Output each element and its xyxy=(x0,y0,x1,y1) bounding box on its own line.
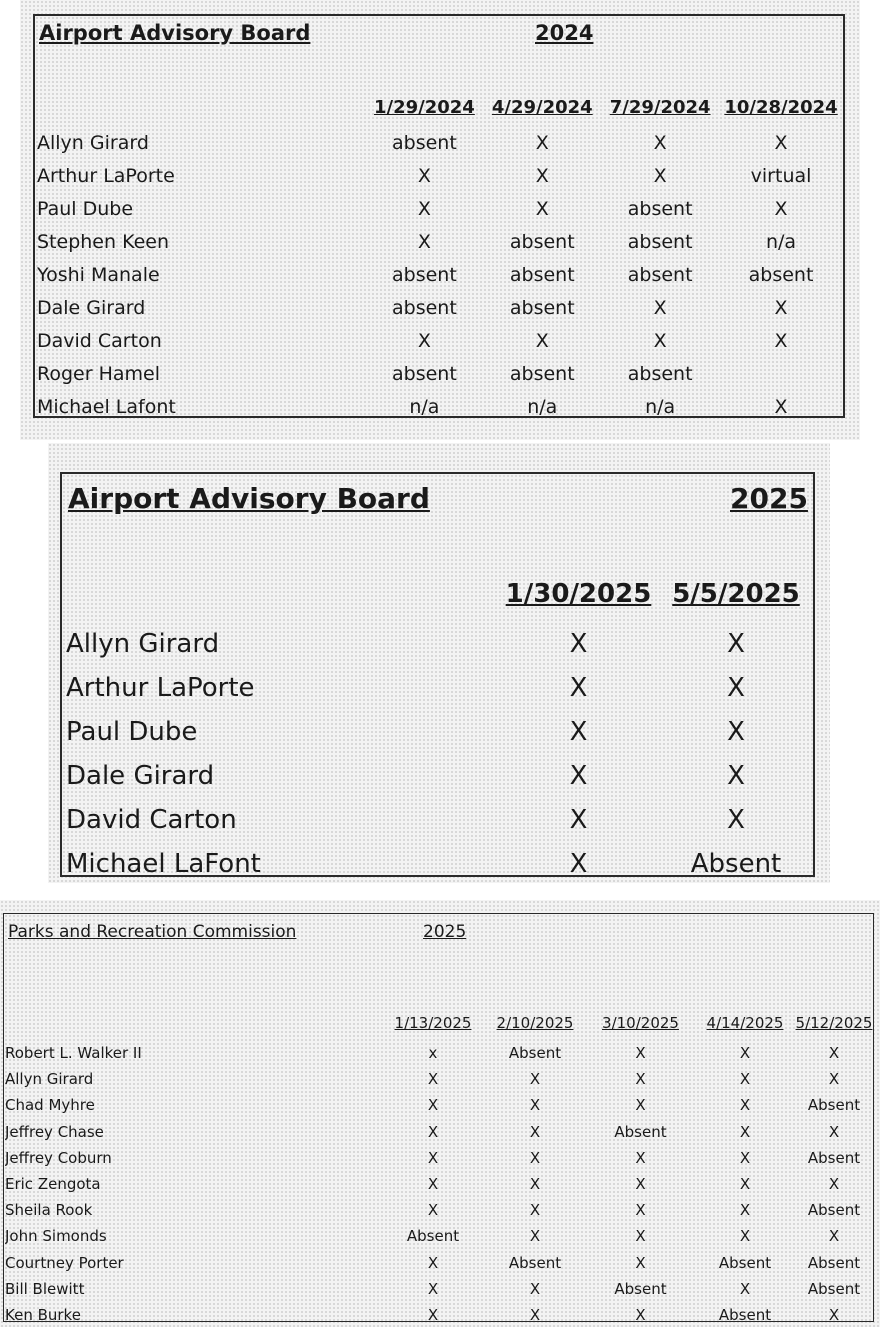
attendance-cell: X xyxy=(774,131,788,154)
attendance-grid xyxy=(66,566,811,886)
member-name: Allyn Girard xyxy=(5,1070,94,1089)
attendance-cell: Absent xyxy=(690,849,782,879)
attendance-cell: X xyxy=(828,1175,840,1194)
attendance-cell: X xyxy=(417,230,431,253)
attendance-cell: X xyxy=(427,1253,439,1272)
attendance-cell: X xyxy=(535,329,549,352)
attendance-cell: absent xyxy=(392,296,457,319)
attendance-cell: absent xyxy=(748,263,814,286)
attendance-cell: X xyxy=(529,1096,541,1115)
attendance-cell: X xyxy=(653,329,667,352)
member-name: Jeffrey Coburn xyxy=(5,1148,112,1167)
member-name: Stephen Keen xyxy=(37,230,170,253)
table-year: 2025 xyxy=(730,482,808,515)
attendance-cell: Absent xyxy=(614,1279,667,1298)
attendance-cell: X xyxy=(828,1044,840,1063)
table-row xyxy=(66,666,811,710)
table-row xyxy=(5,1302,873,1328)
attendance-cell: X xyxy=(727,805,745,835)
attendance-cell: X xyxy=(535,164,549,187)
attendance-cell: X xyxy=(828,1070,840,1089)
attendance-cell: absent xyxy=(392,362,457,385)
member-name: Chad Myhre xyxy=(5,1096,95,1115)
date-header: 4/14/2025 xyxy=(706,1014,784,1032)
attendance-cell: Absent xyxy=(807,1253,861,1272)
table-row xyxy=(5,1145,873,1171)
attendance-cell: X xyxy=(635,1175,646,1194)
attendance-cell: Absent xyxy=(718,1305,772,1324)
attendance-cell: absent xyxy=(509,230,575,253)
attendance-cell: X xyxy=(529,1070,541,1089)
attendance-cell: Absent xyxy=(718,1253,772,1272)
attendance-cell: absent xyxy=(509,263,575,286)
date-header-row xyxy=(66,566,811,622)
date-header: 4/29/2024 xyxy=(491,96,593,118)
table-row xyxy=(5,1276,873,1302)
attendance-cell: X xyxy=(427,1148,439,1167)
attendance-cell: X xyxy=(635,1227,646,1246)
table-row xyxy=(66,622,811,666)
member-name: Dale Girard xyxy=(66,761,215,791)
attendance-cell: X xyxy=(727,629,745,659)
member-name: Yoshi Manale xyxy=(37,263,160,286)
attendance-cell: X xyxy=(739,1070,751,1089)
date-header: 3/10/2025 xyxy=(602,1014,679,1032)
attendance-cell: X xyxy=(529,1148,541,1167)
attendance-cell: X xyxy=(529,1227,541,1246)
date-header: 1/13/2025 xyxy=(394,1014,472,1032)
attendance-cell: X xyxy=(774,296,788,319)
member-name: Arthur LaPorte xyxy=(37,164,175,187)
member-name: Michael Lafont xyxy=(37,395,176,418)
attendance-cell: X xyxy=(635,1305,646,1324)
member-name: Allyn Girard xyxy=(66,629,220,659)
member-name: Paul Dube xyxy=(37,197,134,220)
attendance-cell: X xyxy=(427,1175,439,1194)
attendance-cell: X xyxy=(417,329,431,352)
attendance-cell: X xyxy=(427,1096,439,1115)
table-row xyxy=(5,1250,873,1276)
attendance-grid xyxy=(37,88,843,423)
member-name: Ken Burke xyxy=(5,1305,81,1324)
attendance-cell: X xyxy=(739,1175,751,1194)
attendance-cell: absent xyxy=(627,230,693,253)
attendance-cell: Absent xyxy=(807,1096,861,1115)
name-column-header xyxy=(66,566,496,622)
attendance-cell: X xyxy=(529,1305,541,1324)
attendance-cell: absent xyxy=(627,197,693,220)
member-name: David Carton xyxy=(37,329,162,352)
attendance-cell: X xyxy=(427,1305,439,1324)
table-year: 2024 xyxy=(535,21,594,45)
attendance-cell: Absent xyxy=(614,1122,667,1141)
attendance-cell: Absent xyxy=(807,1201,861,1220)
attendance-cell: X xyxy=(417,164,431,187)
attendance-cell: X xyxy=(739,1227,751,1246)
member-name: Courtney Porter xyxy=(5,1253,124,1272)
attendance-cell: X xyxy=(739,1201,751,1220)
attendance-cell: X xyxy=(727,761,745,791)
table-title: Airport Advisory Board xyxy=(68,482,430,515)
member-name: Paul Dube xyxy=(66,717,198,747)
attendance-cell xyxy=(719,357,843,390)
table-row xyxy=(37,225,843,258)
attendance-cell: X xyxy=(774,329,788,352)
date-header: 10/28/2024 xyxy=(724,96,838,118)
attendance-cell: n/a xyxy=(409,395,440,418)
attendance-cell: X xyxy=(535,131,549,154)
attendance-cell: absent xyxy=(627,362,693,385)
attendance-cell: X xyxy=(828,1122,840,1141)
attendance-cell: virtual xyxy=(750,164,812,187)
attendance-table-airport-2024 xyxy=(33,14,845,418)
attendance-cell: X xyxy=(828,1227,840,1246)
attendance-cell: X xyxy=(653,131,667,154)
table-title: Airport Advisory Board xyxy=(39,21,311,45)
member-name: Roger Hamel xyxy=(37,362,160,385)
attendance-cell: X xyxy=(653,164,667,187)
attendance-cell: X xyxy=(529,1201,541,1220)
member-name: Sheila Rook xyxy=(5,1201,93,1220)
attendance-cell: absent xyxy=(392,131,457,154)
attendance-cell: Absent xyxy=(807,1148,861,1167)
attendance-cell: X xyxy=(739,1279,751,1298)
attendance-cell: X xyxy=(739,1044,751,1063)
name-column-header xyxy=(37,88,365,126)
table-row xyxy=(37,324,843,357)
attendance-cell: X xyxy=(417,197,431,220)
attendance-cell: Absent xyxy=(508,1044,562,1063)
member-name: Bill Blewitt xyxy=(5,1279,85,1298)
table-year: 2025 xyxy=(423,922,467,942)
table-title: Parks and Recreation Commission xyxy=(8,922,297,942)
table-row xyxy=(5,1171,873,1197)
attendance-table-airport-2025 xyxy=(60,472,815,877)
attendance-cell: X xyxy=(427,1279,439,1298)
attendance-cell: X xyxy=(427,1201,439,1220)
date-header-row xyxy=(5,1006,873,1040)
attendance-cell: x xyxy=(428,1044,438,1063)
table-row xyxy=(66,754,811,798)
attendance-cell: absent xyxy=(509,296,575,319)
attendance-cell: X xyxy=(569,717,588,747)
attendance-cell: X xyxy=(535,197,549,220)
attendance-cell: n/a xyxy=(765,230,797,253)
member-name: Michael LaFont xyxy=(66,849,261,879)
member-name: Dale Girard xyxy=(37,296,146,319)
date-header-row xyxy=(37,88,843,126)
attendance-cell: X xyxy=(635,1148,646,1167)
attendance-cell: X xyxy=(774,197,788,220)
attendance-cell: X xyxy=(727,673,745,703)
date-header: 7/29/2024 xyxy=(609,96,711,118)
attendance-cell: X xyxy=(774,395,788,418)
table-row xyxy=(5,1066,873,1092)
table-row xyxy=(5,1223,873,1249)
attendance-cell: X xyxy=(739,1122,751,1141)
table-row xyxy=(5,1197,873,1223)
attendance-cell: X xyxy=(828,1305,840,1324)
attendance-cell: X xyxy=(529,1279,541,1298)
member-name: Robert L. Walker II xyxy=(5,1044,142,1063)
attendance-cell: X xyxy=(427,1122,439,1141)
attendance-cell: X xyxy=(529,1175,541,1194)
attendance-cell: n/a xyxy=(527,395,558,418)
attendance-cell: X xyxy=(635,1096,646,1115)
table-row xyxy=(37,159,843,192)
date-header: 5/12/2025 xyxy=(795,1014,873,1032)
date-header: 2/10/2025 xyxy=(496,1014,574,1032)
attendance-cell: X xyxy=(727,717,745,747)
attendance-cell: X xyxy=(569,849,588,879)
attendance-cell: Absent xyxy=(406,1227,460,1246)
attendance-cell: X xyxy=(653,296,667,319)
member-name: Eric Zengota xyxy=(5,1175,101,1194)
table-row xyxy=(5,1119,873,1145)
attendance-cell: X xyxy=(739,1096,751,1115)
attendance-cell: X xyxy=(529,1122,541,1141)
attendance-cell: X xyxy=(635,1070,646,1089)
attendance-cell: X xyxy=(427,1070,439,1089)
attendance-cell: X xyxy=(569,761,588,791)
attendance-cell: n/a xyxy=(645,395,676,418)
table-row xyxy=(66,842,811,886)
attendance-cell: X xyxy=(569,673,588,703)
attendance-cell: X xyxy=(569,629,588,659)
attendance-grid xyxy=(5,1006,873,1328)
table-row xyxy=(37,291,843,324)
table-row xyxy=(66,798,811,842)
date-header: 1/29/2024 xyxy=(374,96,475,118)
attendance-cell: Absent xyxy=(807,1279,861,1298)
attendance-cell: X xyxy=(635,1044,646,1063)
attendance-cell: X xyxy=(635,1253,646,1272)
table-row xyxy=(37,390,843,423)
table-row xyxy=(66,710,811,754)
member-name: Jeffrey Chase xyxy=(5,1122,104,1141)
date-header: 5/5/2025 xyxy=(672,579,800,609)
table-row xyxy=(37,258,843,291)
table-row xyxy=(5,1092,873,1118)
table-row xyxy=(5,1040,873,1066)
member-name: Allyn Girard xyxy=(37,131,149,154)
date-header: 1/30/2025 xyxy=(505,579,652,609)
attendance-cell: absent xyxy=(509,362,575,385)
attendance-cell: X xyxy=(569,805,588,835)
attendance-table-parks-2025 xyxy=(3,913,874,1322)
member-name: David Carton xyxy=(66,805,237,835)
table-row xyxy=(37,192,843,225)
name-column-header xyxy=(5,1006,382,1040)
attendance-cell: X xyxy=(739,1148,751,1167)
table-row xyxy=(37,126,843,159)
table-row xyxy=(37,357,843,390)
attendance-cell: absent xyxy=(627,263,693,286)
attendance-cell: X xyxy=(635,1201,646,1220)
attendance-cell: absent xyxy=(392,263,457,286)
attendance-cell: Absent xyxy=(508,1253,562,1272)
member-name: John Simonds xyxy=(5,1227,107,1246)
member-name: Arthur LaPorte xyxy=(66,673,255,703)
